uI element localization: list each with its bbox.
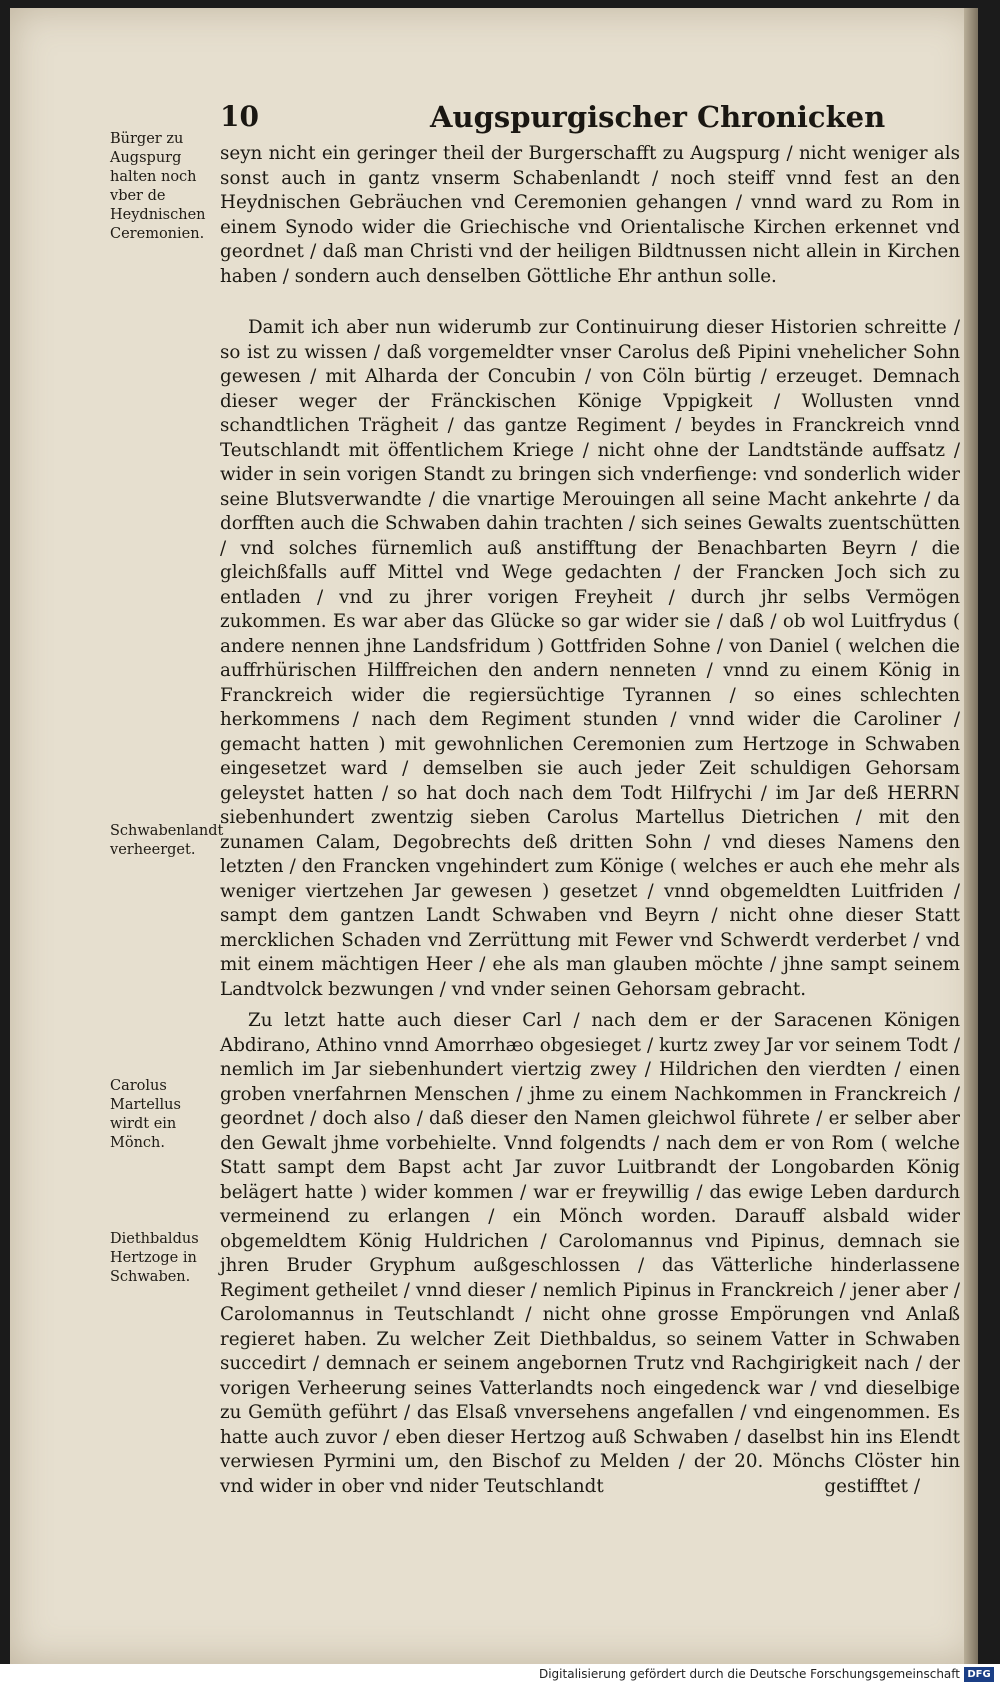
book-page [10, 8, 978, 1664]
page-header [220, 100, 886, 140]
paragraph: seyn nicht ein geringer theil der Burgerschafft zu Augspurg / nicht weniger als sonst auch in gantz vnserm Schabenlandt / noch steiff vnnd fest an den Heydnischen Gebräuchen vnd Ceremonien gehangen / vnnd ward zu Rom in einem Synodo wider die Griechische vnd Orientalische Kirchen erkennet vnd geordnet / daß man Christi vnd der heiligen Bildtnussen nicht allein in Kirchen haben / sondern auch denselben Göttliche Ehr anthun solle. [220, 143, 960, 287]
footer-bar [0, 1664, 1000, 1686]
page-number: 10 [220, 100, 259, 133]
margin-note: Diethbaldus Hertzoge in Schwaben. [110, 1231, 199, 1285]
running-title: Augspurgischer Chronicken [430, 100, 886, 134]
paragraph: Damit ich aber nun widerumb zur Continuirung dieser Historien schreitte / so ist zu wissen / daß vorgemeldter vnser Carolus deß Pipini vnehelicher Sohn gewesen / mit Alharda der Concubin / von Cöln bürtig / erzeuget. Demnach dieser weger der Fränckischen Könige Vppigkeit / Wollusten vnnd schandtlichen Trägheit / das gantze Regiment / beydes in Franckreich vnnd Teutschlandt mit öffentlichem Kriege / nicht ohne der Landtstände auffsatz / wider in sein vorigen Standt zu bringen sich vnderfienge: vnd sonderlich wider seine Blutsverwandte / die vnartige Merouingen all seine Macht ankehrte / da dorfften auch die Schwaben dahin trachten / sich seines Gewalts zuentschütten / vnd solches fürnemlich auß anstifftung der Benachbarten Beyrn / die gleichßfalls auff Mittel vnd Wege gedachten / der Francken Joch sich zu entladen / vnd zu jhrer vorigen Freyheit / durch jhr selbs Vermögen zukommen. Es war aber das Glücke so gar wider sie / daß / ob wol Luitfrydus ( andere nennen jhne Landsfridum ) Gottfriden Sohne / von Daniel ( welchen die auffrhürischen Hilffreichen den andern nenneten / vnnd zu einem König in Franckreich wider die regiersüchtige Tyrannen / so eines schlechten herkommens / nach dem Regiment stunden / vnnd wider die Caroliner / gemacht hatten ) mit gewohnlichen Ceremonien zum Hertzoge in Schwaben eingesetzet ward / demselben sie auch jeder Zeit schuldigen Gehorsam geleystet hatten / so hat doch nach dem Todt Hilfrychi / im Jar deß HERRN siebenhundert zwentzig sieben Carolus Martellus Dietrichen / mit den zunamen Calam, Degobrechts deß dritten Sohn / vnd dieses Namens den letzten / den Francken vngehindert zum Könige ( welches er auch ehe mehr als weniger viertzehen Jar gewesen ) gesetzet / vnnd obgemeldten Luitfriden / sampt dem gantzen Landt Schwaben vnd Beyrn / nicht ohne dieser Statt mercklichen Schaden vnd Zerrüttung mit Fewer vnd Schwerdt verderbet / vnd mit einem mächtigen Heer / ehe als man glauben möchte / jhne sampt seinem Landtvolck bezwungen / vnd vnder seinen Gehorsam gebracht. [220, 317, 960, 1000]
dfg-logo-icon: DFG [964, 1667, 994, 1682]
footer-credit: Digitalisierung gefördert durch die Deutsche Forschungsgemeinschaft [538, 1667, 960, 1681]
catchword: gestifftet / [824, 1476, 920, 1497]
margin-note: Carolus Martellus wirdt ein Mönch. [110, 1078, 181, 1151]
margin-note: Bürger zu Augspurg halten noch vber de Heydnischen Ceremonien. [110, 131, 206, 242]
paragraph: Zu letzt hatte auch dieser Carl / nach dem er der Saracenen Königen Abdirano, Athino vnnd Amorrhæo obgesieget / kurtz zwey Jar vor seinem Todt / nemlich im Jar siebenhundert viertzig zwey / Hildrichen den vierdten / einen groben vnerfahrnen Menschen / jhme zu einem Nachkommen in Franckreich / geordnet / doch also / daß dieser den Namen gleichwol führete / er selber aber den Gewalt jhme vorbehielte. Vnnd folgendts / nach dem er von Rom ( welche Statt sampt dem Bapst acht Jar zuvor Luitbrandt der Longobarden König belägert hatte ) wider kommen / war er freywillig / das ewige Leben dardurch vermeinend zu erlangen / ein Mönch worden. Darauff alsbald wider obgemeldtem König Huldrichen / Carolomannus vnd Pipinus, demnach sie jhren Bruder Gryphum außgeschlossen / das Vätterliche hinderlassene Regiment getheilet / vnnd dieser / nemlich Pipinus in Franckreich / jener aber / Carolomannus in Teutschlandt / nicht ohne grosse Empörungen vnd Anlaß regieret haben. Zu welcher Zeit Diethbaldus, so seinem Vatter in Schwaben succedirt / demnach er seinem angebornen Trutz vnd Rachgirigkeit nach / der vorigen Verheerung seines Vatterlandts noch eingedenck war / vnd dieselbige zu Gemüth geführt / das Elsaß vnversehens angefallen / vnd eingenommen. Es hatte auch zuvor / eben dieser Hertzog auß Schwaben / daselbst hin ins Elendt verwiesen Pyrmini um, den Bischof zu Melden / der 20. Mönchs Clöster hin vnd wider in ober vnd nider Teutschlandt [220, 1010, 960, 1497]
page-edge [964, 8, 978, 1664]
margin-note: Schwabenlandt verheerget. [110, 823, 224, 858]
